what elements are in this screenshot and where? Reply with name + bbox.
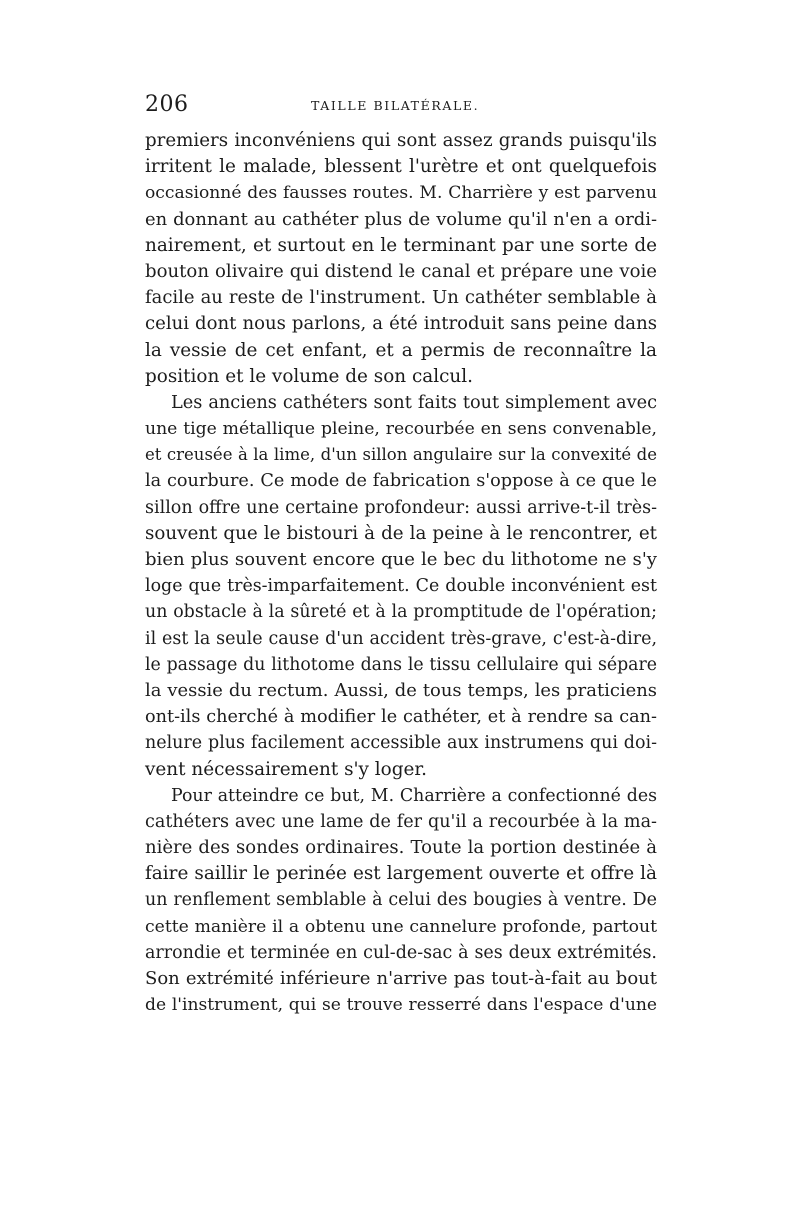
text-line: position et le volume de son calcul. bbox=[145, 365, 474, 387]
text-line: irritent le malade, blessent l'urètre et ont quelquefois bbox=[145, 156, 657, 178]
text-line: Les anciens cathéters sont faits tout simplement avec bbox=[171, 392, 657, 413]
text-line: bien plus souvent encore que le bec du lithotome ne s'y bbox=[145, 549, 657, 570]
text-line: arrondie et terminée en cul-de-sac à ses deux extrémités. bbox=[145, 942, 657, 963]
paragraph-2 bbox=[145, 390, 657, 783]
text-line: il est la seule cause d'un accident très-grave, c'est-à-dire, bbox=[145, 628, 657, 649]
text-line: le passage du lithotome dans le tissu cellulaire qui sépare bbox=[145, 654, 657, 675]
text-line: la courbure. Ce mode de fabrication s'oppose à ce que le bbox=[145, 471, 657, 492]
text-line: un renflement semblable à celui des bougies à ventre. De bbox=[145, 890, 657, 911]
text-line: Pour atteindre ce but, M. Charrière a confectionné des bbox=[171, 785, 657, 806]
text-line: vent nécessairement s'y loger. bbox=[145, 758, 428, 780]
text-line: un obstacle à la sûreté et à la promptitude de l'opération; bbox=[145, 602, 657, 623]
text-line: loge que très-imparfaitement. Ce double inconvénient est bbox=[145, 576, 657, 597]
text-line: celui dont nous parlons, a été introduit sans peine dans bbox=[145, 313, 657, 335]
text-line: et creusée à la lime, d'un sillon angulaire sur la convexité de bbox=[145, 445, 657, 465]
text-line: en donnant au cathéter plus de volume qu'il n'en a ordi- bbox=[145, 208, 657, 230]
text-line: Son extrémité inférieure n'arrive pas tout-à-fait au bout bbox=[145, 968, 657, 989]
text-line: facile au reste de l'instrument. Un cathéter semblable à bbox=[145, 287, 657, 309]
text-line: premiers inconvéniens qui sont assez grands puisqu'ils bbox=[145, 130, 657, 151]
text-line: sillon offre une certaine profondeur: aussi arrive-t-il très- bbox=[145, 497, 657, 518]
text-line: ont-ils cherché à modifier le cathéter, et à rendre sa can- bbox=[145, 707, 657, 728]
text-line: cette manière il a obtenu une cannelure profonde, partout bbox=[145, 916, 657, 937]
text-line: une tige métallique pleine, recourbée en sens convenable, bbox=[145, 419, 657, 440]
book-page bbox=[145, 92, 657, 1018]
text-line: bouton olivaire qui distend le canal et prépare une voie bbox=[145, 260, 657, 282]
text-line: nelure plus facilement accessible aux instrumens qui doi- bbox=[145, 733, 657, 754]
text-line: nairement, et surtout en le terminant par une sorte de bbox=[145, 234, 657, 256]
page-header bbox=[145, 92, 657, 128]
text-line: faire saillir le perinée est largement ouverte et offre là bbox=[145, 863, 657, 885]
text-line: occasionné des fausses routes. M. Charrière y est parvenu bbox=[145, 183, 657, 204]
text-line: de l'instrument, qui se trouve resserré dans l'espace d'une bbox=[145, 995, 657, 1016]
paragraph-3 bbox=[145, 783, 657, 1019]
text-line: cathéters avec une lame de fer qu'il a recourbée à la ma- bbox=[145, 811, 657, 832]
text-line: souvent que le bistouri à de la peine à le rencontrer, et bbox=[145, 522, 657, 544]
page-number: 206 bbox=[145, 92, 189, 117]
paragraph-1 bbox=[145, 128, 657, 390]
running-title: TAILLE BILATÉRALE. bbox=[311, 98, 480, 113]
text-line: nière des sondes ordinaires. Toute la portion destinée à bbox=[145, 837, 657, 859]
text-line: la vessie de cet enfant, et a permis de reconnaître la bbox=[145, 339, 657, 361]
text-line: la vessie du rectum. Aussi, de tous temps, les praticiens bbox=[145, 679, 657, 701]
